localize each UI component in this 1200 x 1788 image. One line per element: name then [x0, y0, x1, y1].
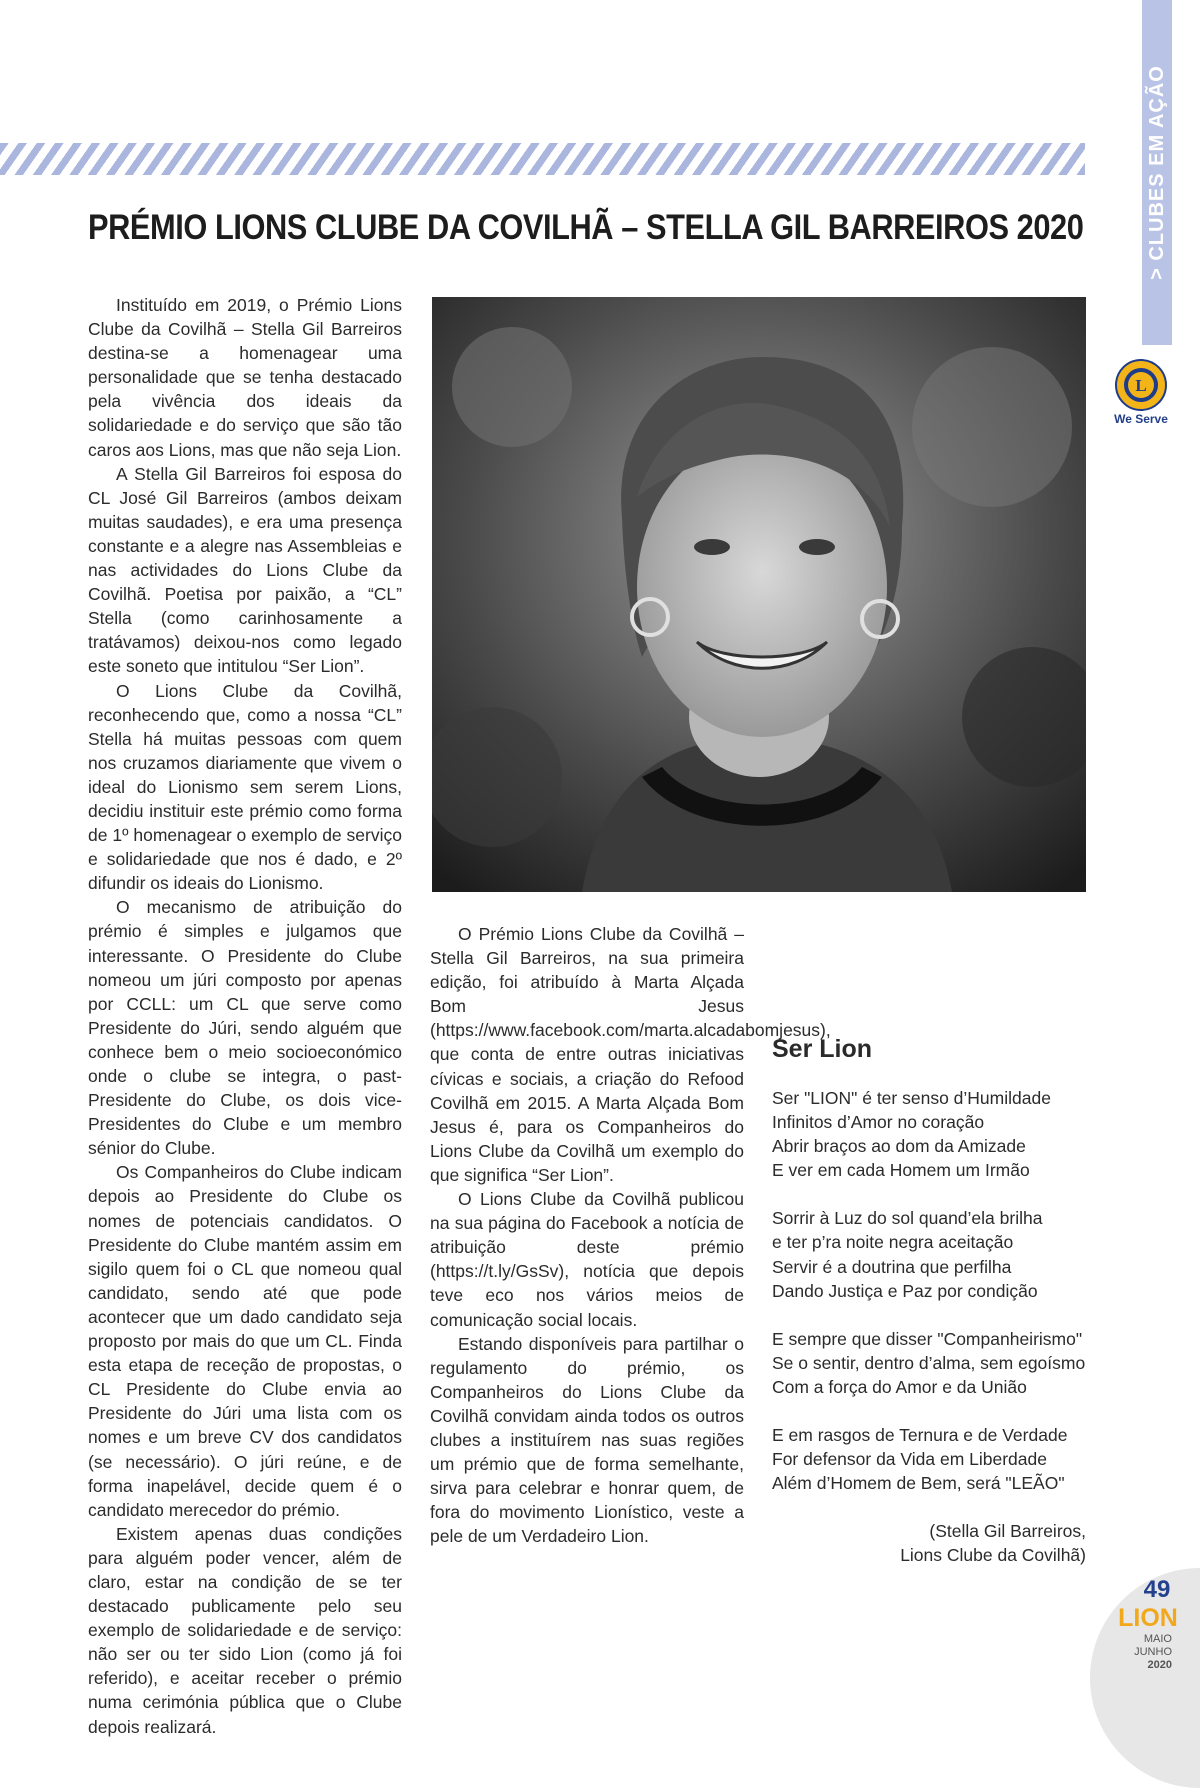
poem-line: Servir é a doutrina que perfilha: [772, 1256, 1012, 1277]
poem-line: Se o sentir, dentro d’alma, sem egoísmo: [772, 1352, 1086, 1373]
paragraph: Estando disponíveis para partilhar o regulamento do prémio, os Companheiros do Lions Clube da Covilhã convidam ainda todos os outros clubes a instituírem nas suas regiões um prémio que de forma semelhante, sirva para celebrar e honrar quem, de fora do movimento Lionístico, veste a pele de um Verdadeiro Lion.: [430, 1333, 744, 1547]
article-column-1: [88, 293, 402, 1739]
lions-emblem-icon: [1114, 358, 1168, 412]
poem-line: Infinitos d’Amor no coração: [772, 1112, 985, 1133]
paragraph: Existem apenas duas condições para alguém poder vencer, além de claro, estar na condição de se ter destacado publicamente pelo seu exemplo de solidariedade e de serviço: não ser ou ter sido Lion (como já foi referido), e aceitar receber o prémio numa cerimónia pública que o Clube depois realizará.: [88, 1523, 402, 1737]
poem-line: Ser "LION" é ter senso d’Humildade: [772, 1088, 1051, 1108]
poem-line: Sorrir à Luz do sol quand’ela brilha: [772, 1208, 1043, 1229]
paragraph: Os Companheiros do Clube indicam depois ao Presidente do Clube os nomes de potenciais candidatos. O Presidente do Clube mantém assim em sigilo quem foi o CL que nomeou qual candidato, sendo até que pode acontecer que um dado candidato seja proposto por mais do que um CL. Finda esta etapa de receção de propostas, o CL Presidente do Clube envia ao Presidente do Júri uma lista com os nomes e um breve CV dos candidatos (se necessário). O júri reúne, e de forma inapelável, decide quem é o candidato merecedor do prémio.: [88, 1162, 402, 1520]
poem-line: Abrir braços ao dom da Amizade: [772, 1136, 1026, 1157]
signature-line: Lions Clube da Covilhã): [900, 1545, 1086, 1566]
poem-line: Com a força do Amor e da União: [772, 1376, 1027, 1397]
decorative-stripes: [0, 143, 1085, 175]
paragraph: O Lions Clube da Covilhã, reconhecendo que, como a nossa “CL” Stella há muitas pessoas com quem nos cruzamos diariamente que vivem o ideal do Lionismo sem serem Lions, decidiu instituir este prémio como forma de 1º homenagear o exemplo de serviço e solidariedade que nos é dado, e 2º difundir os ideais do Lionismo.: [88, 680, 402, 894]
poem-line: E em rasgos de Ternura e de Verdade: [772, 1425, 1068, 1446]
issue-year: 2020: [1147, 1659, 1172, 1671]
article-column-2: [430, 922, 831, 1548]
poem-stanza: [772, 1086, 1086, 1182]
issue-date: [1110, 1633, 1172, 1672]
poem-signature: [772, 1519, 1086, 1567]
magazine-name: LION: [1118, 1604, 1178, 1632]
poem: [772, 1034, 1086, 1568]
signature-line: (Stella Gil Barreiros,: [929, 1521, 1086, 1542]
lions-logo: [1110, 358, 1172, 436]
article-title: PRÉMIO LIONS CLUBE DA COVILHÃ – STELLA GIL BARREIROS 2020: [88, 208, 1084, 247]
section-tab-label: > CLUBES EM AÇÃO: [1145, 65, 1168, 280]
paragraph: O Lions Clube da Covilhã publicou na sua página do Facebook a notícia de atribuição deste prémio (https://t.ly/GsSv), notícia que depois teve eco nos vários meios de comunicação social locais.: [430, 1189, 744, 1330]
portrait-photo: [432, 297, 1086, 892]
paragraph: Instituído em 2019, o Prémio Lions Clube da Covilhã – Stella Gil Barreiros destina-se a homenagear uma personalidade que se tenha destacado pela vivência dos ideais da solidariedade e do serviço que são tão caros aos Lions, mas que não seja Lion.: [88, 295, 402, 460]
poem-line: E ver em cada Homem um Irmão: [772, 1160, 1030, 1181]
poem-stanza: [772, 1327, 1086, 1399]
page-number: 49: [1143, 1576, 1171, 1603]
svg-text:L: L: [1135, 376, 1147, 395]
poem-title: Ser Lion: [772, 1035, 873, 1063]
logo-slogan: We Serve: [1114, 412, 1168, 426]
paragraph: A Stella Gil Barreiros foi esposa do CL José Gil Barreiros (ambos deixam muitas saudades), e era uma presença constante e a alegre nas Assembleias e nas actividades do Lions Clube da Covilhã. Poetisa por paixão, a “CL” Stella (como carinhosamente a tratávamos) deixou-nos como legado este soneto que intitulou “Ser Lion”.: [88, 463, 402, 677]
paragraph: O Prémio Lions Clube da Covilhã – Stella Gil Barreiros, na sua primeira edição, foi atribuído à Marta Alçada Bom Jesus (https://www.facebook.com/marta.alcadabomjesus), que conta de entre outras iniciativas cívicas e sociais, a criação do Refood Covilhã em 2015. A Marta Alçada Bom Jesus é, para os Companheiros do Lions Clube da Covilhã um exemplo do que significa “Ser Lion”.: [430, 924, 831, 1185]
issue-month-1: MAIO: [1143, 1633, 1172, 1645]
poem-stanza: [772, 1423, 1086, 1495]
issue-month-2: JUNHO: [1134, 1646, 1172, 1658]
poem-line: Dando Justiça e Paz por condição: [772, 1280, 1038, 1301]
poem-stanza: [772, 1206, 1086, 1302]
poem-line: e ter p’ra noite negra aceitação: [772, 1232, 1014, 1253]
poem-line: For defensor da Vida em Liberdade: [772, 1449, 1047, 1470]
poem-line: Além d’Homem de Bem, será "LEÃO": [772, 1473, 1065, 1494]
poem-line: E sempre que disser "Companheirismo": [772, 1328, 1083, 1349]
paragraph: O mecanismo de atribuição do prémio é simples e julgamos que interessante. O Presidente do Clube nomeou um júri composto por apenas por CCLL: um CL que serve como Presidente do Júri, sendo alguém que conhece bem o meio socioeconómico onde o clube se integra, o past-Presidente do Clube, os dois vice-Presidentes do Clube e um membro sénior do Clube.: [88, 897, 402, 1159]
